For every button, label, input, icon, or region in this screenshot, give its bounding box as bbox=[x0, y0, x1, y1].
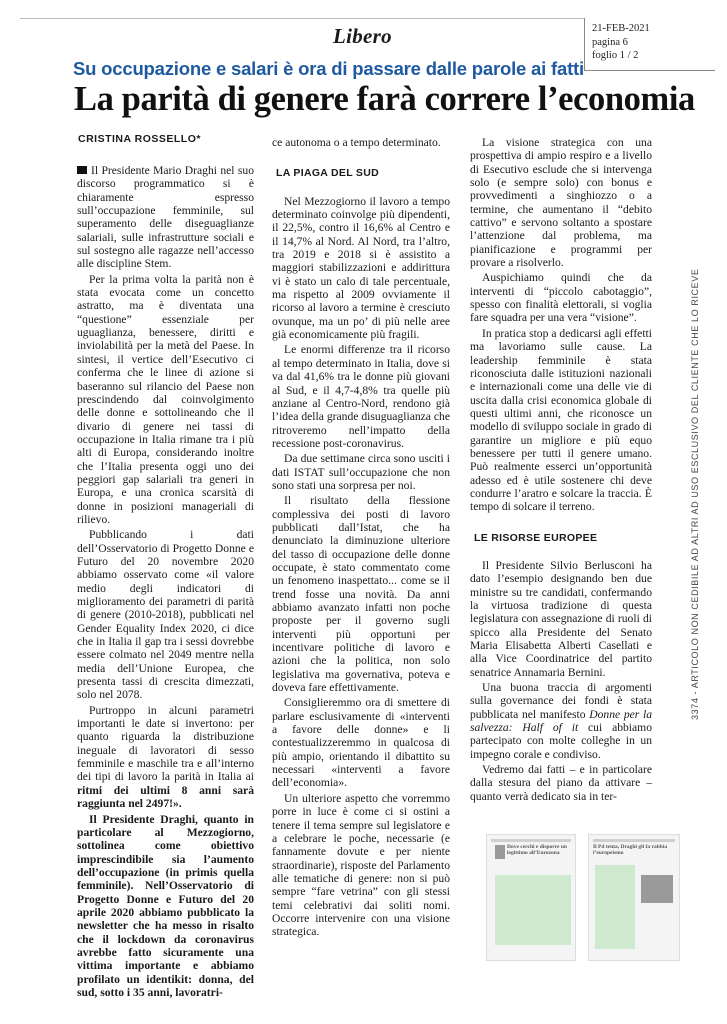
paragraph: Vedremo dai fatti – e in particolare dalla stesura del piano da attivare – quanto verrà dedicato sia in ter- bbox=[470, 763, 652, 803]
paragraph: Il Presidente Silvio Berlusconi ha dato l’esempio designando ben due ministre su tre candidati, confermando la virtuosa tradizione di questa legislatura con assegnazione di ruoli di spicco alla Presidente del Senato Maria Elisabetta Alberti Casellati e alla Vice Coordinatrice del partito senatrice Annamaria Bernini. bbox=[470, 558, 652, 679]
manifesto-title: Donne per la salvezza: Half of it bbox=[470, 707, 652, 735]
thumbnail-highlight bbox=[495, 875, 571, 945]
article-column-2 bbox=[272, 136, 450, 939]
paragraph: Nel Mezzogiorno il lavoro a tempo determinato coinvolge più dipendenti, il 22,5%, contro il 16,6% al Centro e il 14,7% al Nord. Al Nord, tra l’altro, tra 2019 e 2018 si è assistito a maggiori stabilizzazioni e addirittura vi è stato un calo di tale percentuale, ma rispetto al 2009 ovviamente il ricorso al lavoro a termine è cresciuto ovunque, ma un po’ di più nelle aree già economicamente più fragili. bbox=[272, 194, 450, 342]
paragraph-text: Purtroppo in alcuni parametri importanti le date si invertono: per quanto riguarda la distribuzione ineguale di lavoratori di sesso femminile e maschile tra e all’interno dei tipi di lavoro la parità in Italia ai bbox=[77, 703, 254, 784]
clipping-date: 21-FEB-2021 bbox=[592, 23, 650, 34]
thumbnail-photo bbox=[495, 845, 505, 859]
paragraph bbox=[77, 164, 254, 271]
article-byline: CRISTINA ROSSELLO* bbox=[78, 133, 201, 145]
thumbnail-photo bbox=[641, 875, 673, 903]
thumb-bar bbox=[593, 839, 675, 842]
article-column-1 bbox=[77, 164, 254, 999]
paragraph bbox=[470, 681, 652, 761]
paragraph: Le enormi differenze tra il ricorso al tempo determinato in Italia, dove si va dal 41,6% tra le donne più giovani al Sud, e il 4,7-4,8% tra quelle più anziane al Centro-Nord, rendono già l’idea della grande disuguaglianza che ritroveremo nell’impatto della recessione post-coronavirus. bbox=[272, 343, 450, 450]
lead-square-icon bbox=[77, 166, 87, 174]
paragraph: Per la prima volta la parità non è stata evocata come un concetto astratto, ma è diventata una “questione” essenziale per uguaglianza, benessere, diritti e inviolabilità per la metà del Paese. In sintesi, il vertice dell’Esecutivo ci conferma che le linee di azione si baseranno sul rilancio del Paese non prescindendo dal coinvolgimento delle donne e sottolineando che il divario di genere nei tassi di occupazione in Italia rimane tra i più alti di Europa, considerando inoltre che l’Italia presenta oggi uno dei peggiori gap salariali tra generi in Europa, e una cronica scarsità di donne in posizioni manageriali di rilievo. bbox=[77, 272, 254, 526]
paragraph-text: Il Presidente Mario Draghi nel suo discorso programmatico si è chiaramente espresso sull’occupazione femminile, sul superamento delle diseguaglianze salariali, sulle infrastrutture sociali e sul sostegno alle ragazze nell’accesso alle discipline Stem. bbox=[77, 164, 254, 271]
thumb-bar bbox=[491, 839, 571, 842]
page-thumbnail-1 bbox=[486, 834, 576, 961]
thumbnail-title: Dove cerchi e disporre un legittimo all’Eurozona bbox=[507, 844, 567, 856]
paragraph bbox=[77, 704, 254, 811]
thumbnail-highlight bbox=[595, 865, 635, 949]
top-rule bbox=[20, 18, 584, 19]
article-headline: La parità di genere farà correre l’economia bbox=[74, 80, 695, 118]
paragraph-text: Una buona traccia di argomenti sulla governance dei fondi è stata pubblicata nel manifesto bbox=[470, 681, 652, 721]
paragraph-text: cui abbiamo partecipato con molte colleghe in un impegno corale e condiviso. bbox=[470, 721, 652, 761]
section-heading: LA PIAGA DEL SUD bbox=[276, 167, 380, 180]
paragraph: Auspichiamo quindi che da interventi di “piccolo cabotaggio”, spesso con finalità elettorali, si voglia fare squadra per una vera “visione”. bbox=[470, 271, 652, 325]
paragraph: ce autonoma o a tempo determinato. bbox=[272, 136, 441, 149]
page-thumbnail-2 bbox=[588, 834, 680, 961]
clipping-sheet: foglio 1 / 2 bbox=[592, 50, 639, 61]
section-heading: LE RISORSE EUROPEE bbox=[474, 531, 598, 544]
clipping-meta bbox=[592, 22, 650, 63]
article-column-3 bbox=[470, 136, 652, 803]
paragraph: In pratica stop a dedicarsi agli effetti ma lavoriamo sulle cause. La leadership femminile è stata riconosciuta dalle istituzioni nazionali e internazionali come una delle vie di uscita dalla crisi economica globale di questi ultimi anni, che riconosce un modello di sviluppo sociale in grado di garantire un migliore e più equo benessere per tutti il genere umano. Può realmente esserci un’opportunità adesso ed è utile sostenere chi deve condurre l’aratro e solcare la traccia. È tempo di solcare il terreno. bbox=[470, 326, 652, 514]
paragraph: Consiglieremmo ora di smettere di parlare esclusivamente di «interventi a favore delle donne» e li contestualizzeremmo in qualcosa di più ampio, orientando il dibattito su necessari «interventi a favore dell’economia». bbox=[272, 696, 450, 790]
paragraph: Il Presidente Draghi, quanto in particolare al Mezzogiorno, sottolinea come obiettivo imprescindibile sia l’aumento dell’occupazione (in primis quella femminile). Nell’Osservatorio di Progetto Donne e Futuro del 20 aprile 2020 abbiamo pubblicato la newsletter che ha messo in risalto che il lockdown da coronavirus avrebbe fatto sicuramente una vittima importante e abbiamo profilato un identikit: donna, del sud, sotto i 35 anni, lavoratri- bbox=[77, 812, 254, 999]
paragraph: Un ulteriore aspetto che vorremmo porre in luce è come ci si ostini a tenere il tema sempre sul legislatore e a celebrare le poche, necessarie (e fannamente dovute e per niente straordinarie), risposte del Parlamento alle tematiche di genere: non si può sempre “fare vetrina” con gli stessi temi celebrativi dai soliti nomi. Occorre intervenire con una visione strategica. bbox=[272, 791, 450, 939]
clipping-page: pagina 6 bbox=[592, 36, 628, 48]
paragraph: Da due settimane circa sono usciti i dati ISTAT sull’occupazione che non sono stati una sorpresa per noi. bbox=[272, 452, 450, 492]
article-kicker: Su occupazione e salari è ora di passare dalle parole ai fatti bbox=[73, 58, 584, 79]
paragraph: Il risultato della flessione complessiva dei posti di lavoro pubblicati dall’Istat, che ha denunciato la diminuzione ulteriore del tasso di occupazione delle donne occupate, è stato commentato come un fenomeno inaspettato... come se il trend fosse una novità. Da anni abbiamo avanzato infatti non poche proposte per il governo sugli interventi più opportuni per incentivare politiche di lavoro e azioni che la politica, non solo legislativa ma governativa, poteva e doveva fare effettivamente. bbox=[272, 494, 450, 695]
newspaper-logo: Libero bbox=[333, 24, 392, 48]
thumbnail-title: Il Pd tenta, Draghi gli fa rabbia l’europeismo bbox=[593, 844, 668, 856]
paragraph: Pubblicando i dati dell’Osservatorio di Progetto Donne e Futuro del 20 novembre 2020 abbiamo osservato come «il valore medio degli indicatori di miglioramento dei parametri di parità di genere (2010-2018), pubblicati nel Gender Equality Index 2020, ci dice che in Italia il gap tra i sessi dovrebbe essere colmato nel 2049 mentre nella media dell’Unione Europea, che presenta tassi di crescita dimezzati, solo nel 2078. bbox=[77, 528, 254, 702]
paragraph-bold-text: ritmi dei ultimi 8 anni sarà raggiunta nel 2497!». bbox=[77, 783, 254, 811]
side-note-text: 3374 - ARTICOLO NON CEDIBILE AD ALTRI AD USO ESCLUSIVO DEL CLIENTE CHE LO RICEVE bbox=[690, 268, 700, 720]
paragraph: La visione strategica con una prospettiva di ampio respiro e a livello di Esecutivo esclude che si intervenga solo (e sempre solo) con bonus e provvedimenti a singhiozzo o a termine, che aumentano il “debito cattivo” e servono soltanto a spostare l’attenzione dal problema, ma pianificazione e programmi per provare a risolverlo. bbox=[470, 136, 652, 270]
